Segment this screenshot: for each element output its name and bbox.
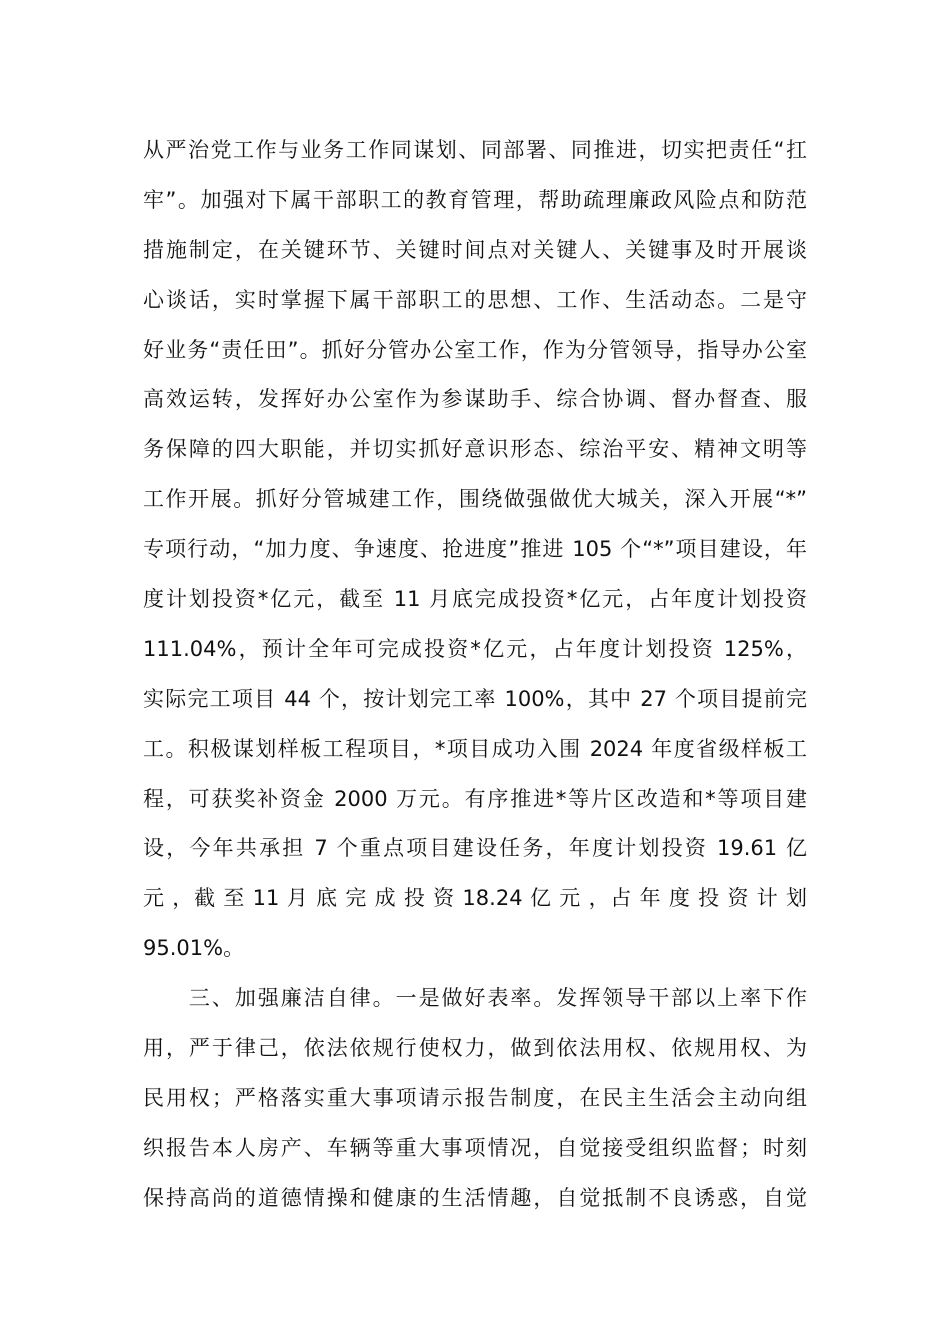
text-line: 牢”。加强对下属干部职工的教育管理，帮助疏理廉政风险点和防范 [143,187,807,212]
text-line: 好业务“责任田”。抓好分管办公室工作，作为分管领导，指导办公室 [143,337,807,362]
text-line: 用，严于律己，依法依规行使权力，做到依法用权、依规用权、为 [143,1036,807,1061]
text-line: 工。积极谋划样板工程项目，*项目成功入围 2024 年度省级样板工 [143,736,807,761]
paragraph-1 [143,126,807,974]
text-line: 从严治党工作与业务工作同谋划、同部署、同推进，切实把责任“扛 [143,138,807,162]
text-line: 心谈话，实时掌握下属干部职工的思想、工作、生活动态。二是守 [143,287,807,312]
text-line: 95.01%。 [143,936,245,961]
text-line: 保持高尚的道德情操和健康的生活情趣，自觉抵制不良诱惑，自觉 [143,1185,807,1210]
text-line: 民用权；严格落实重大事项请示报告制度，在民主生活会主动向组 [143,1085,807,1110]
text-line: 措施制定，在关键环节、关键时间点对关键人、关键事及时开展谈 [143,237,807,262]
text-line: 实际完工项目 44 个，按计划完工率 100%，其中 27 个项目提前完 [143,686,807,711]
text-line: 设，今年共承担 7 个重点项目建设任务，年度计划投资 19.61 亿 [143,836,807,861]
text-line: 度计划投资*亿元，截至 11 月底完成投资*亿元，占年度计划投资 [143,587,807,612]
text-line: 111.04%，预计全年可完成投资*亿元，占年度计划投资 125%， [143,636,807,661]
text-line: 程，可获奖补资金 2000 万元。有序推进*等片区改造和*等项目建 [143,786,807,811]
text-line: 务保障的四大职能，并切实抓好意识形态、综治平安、精神文明等 [143,437,807,462]
text-line: 专项行动，“加力度、争速度、抢进度”推进 105 个“*”项目建设，年 [143,537,807,562]
text-line: 三、加强廉洁自律。一是做好表率。发挥领导干部以上率下作 [143,986,807,1011]
text-line: 高效运转，发挥好办公室作为参谋助手、综合协调、督办督查、服 [143,387,807,412]
body-text [143,126,807,1224]
text-line: 织报告本人房产、车辆等重大事项情况，自觉接受组织监督；时刻 [143,1135,807,1160]
text-line: 工作开展。抓好分管城建工作，围绕做强做优大城关，深入开展“*” [143,487,807,512]
paragraph-2 [143,974,807,1223]
text-line: 元 ，截 至 11 月 底 完 成 投 资 18.24 亿 元 ，占 年 度 投 资 计 划 [143,886,807,911]
